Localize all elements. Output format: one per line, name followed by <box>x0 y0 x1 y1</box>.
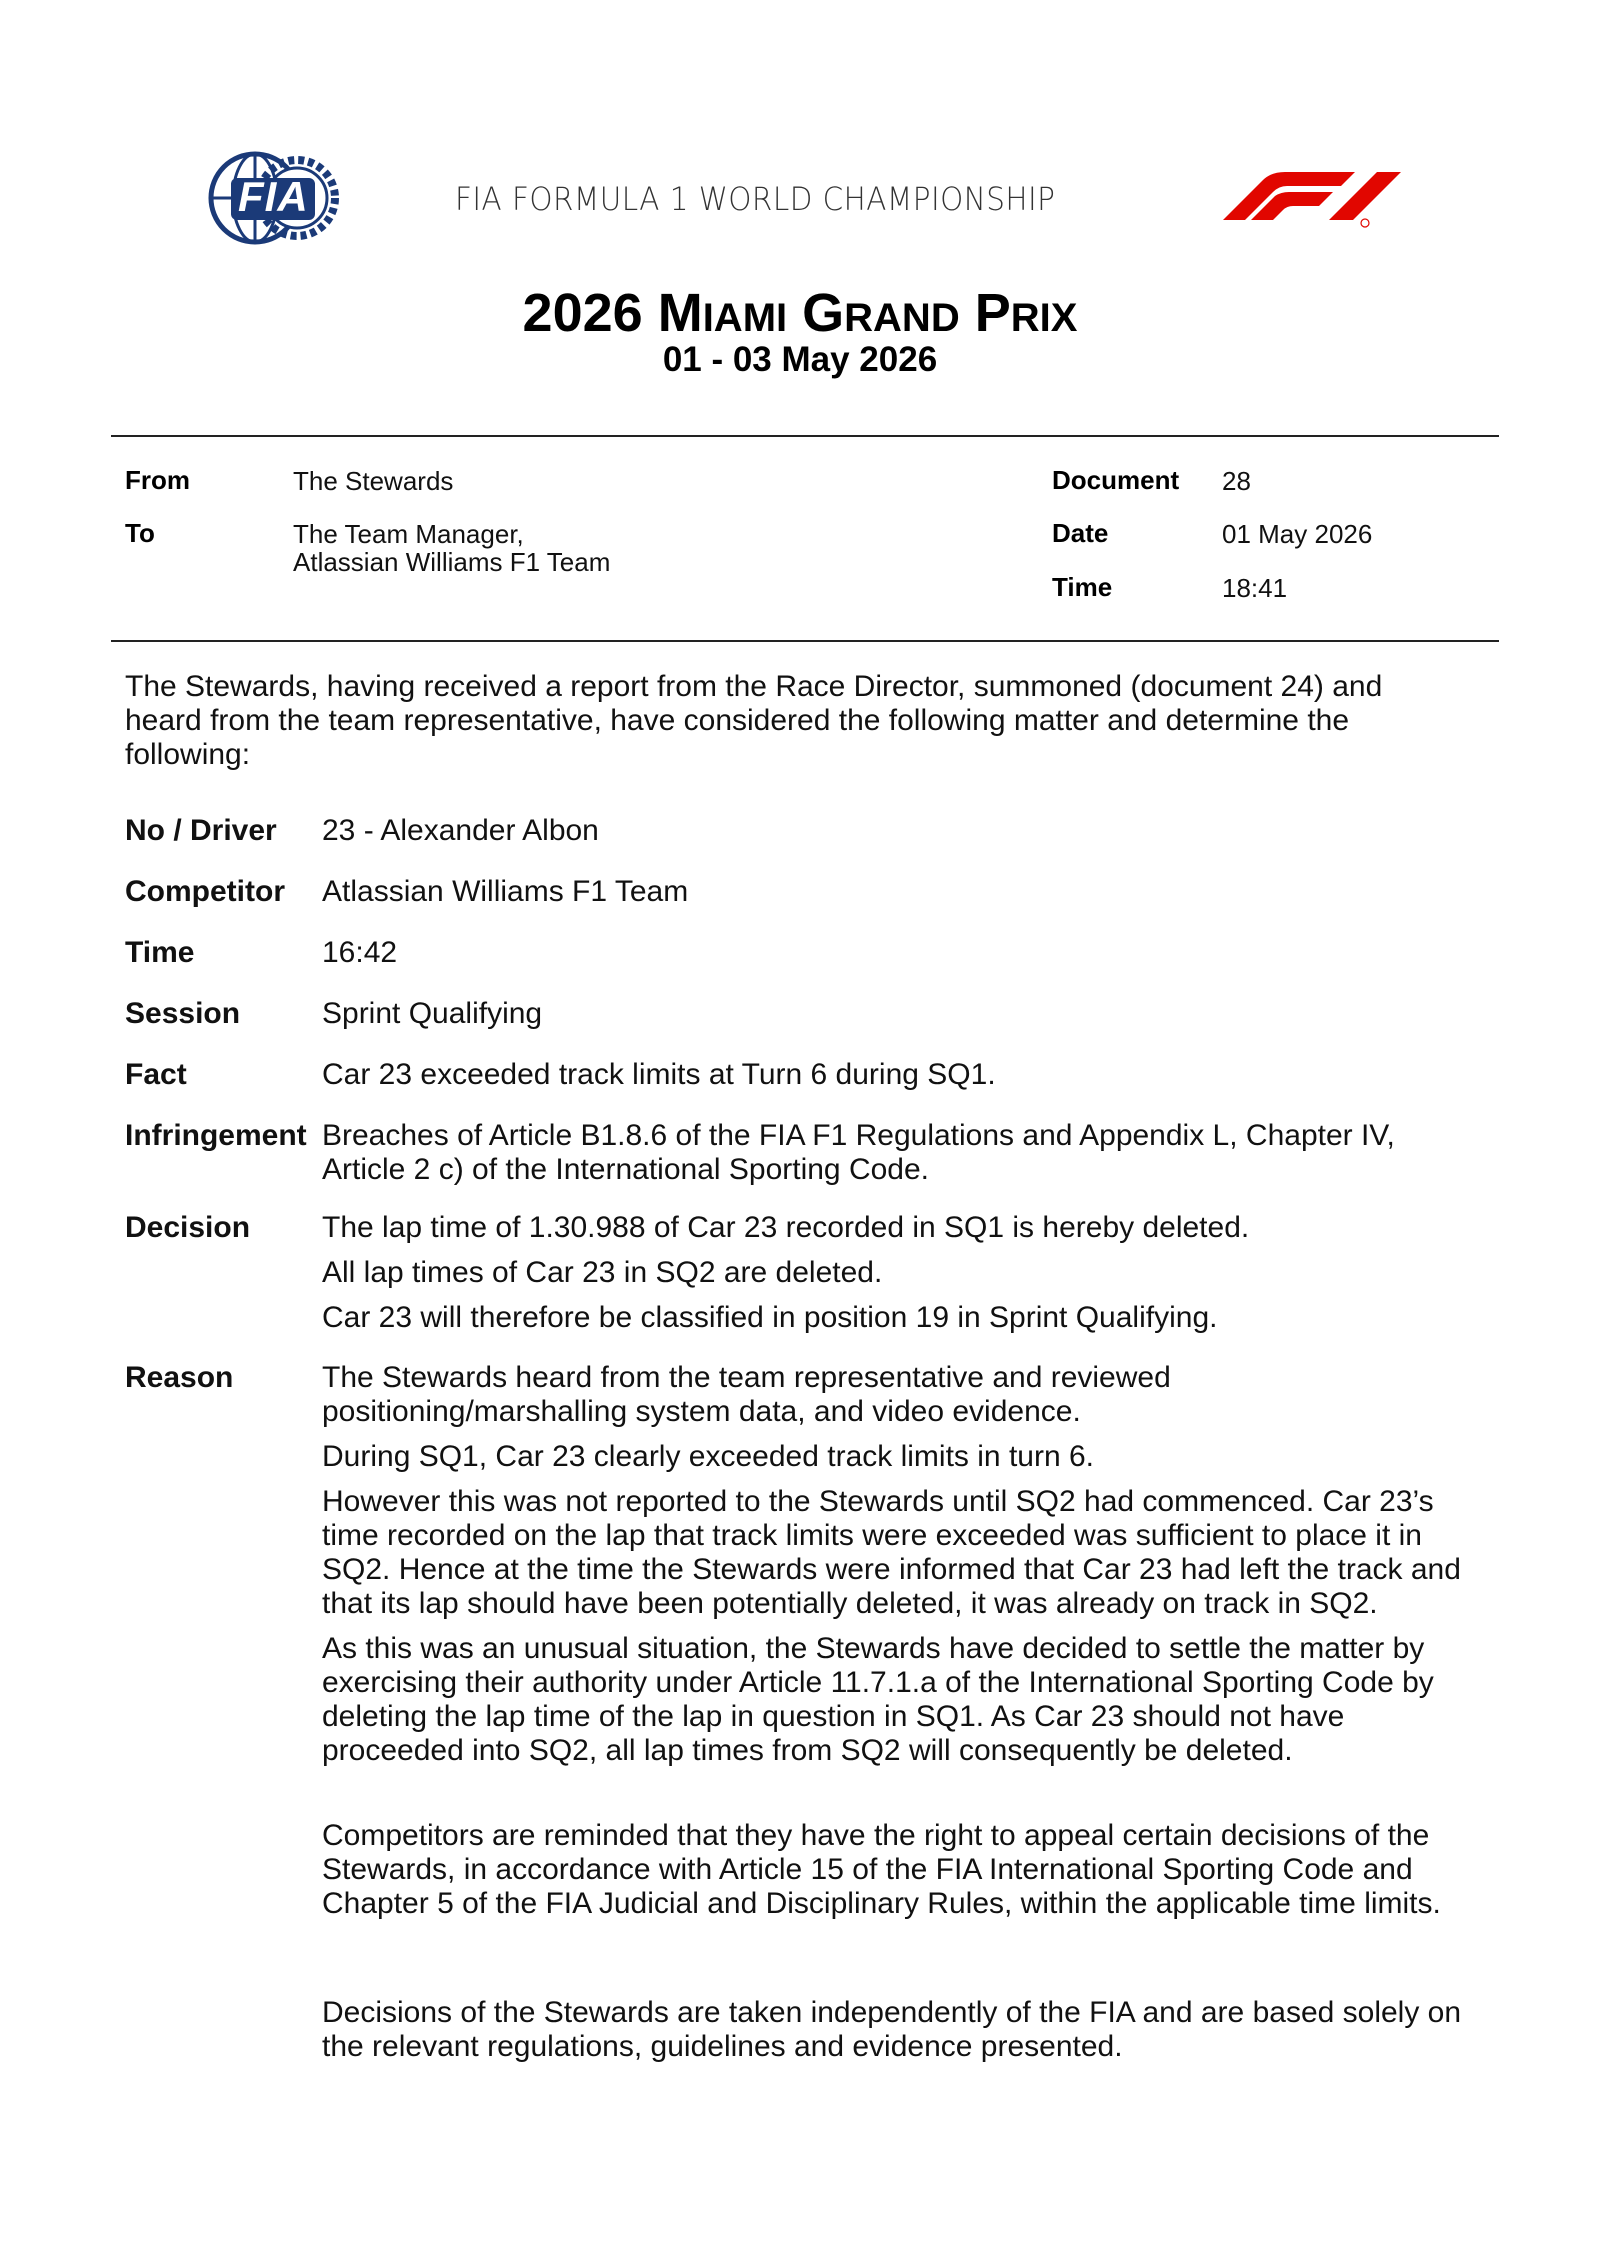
date-label: Date <box>1052 518 1109 548</box>
competitor-label: Competitor <box>125 875 285 908</box>
driver-value: 23 - Alexander Albon <box>322 814 599 847</box>
reason-value <box>322 1361 1472 1779</box>
event-dates: 01 - 03 May 2026 <box>662 340 938 379</box>
reason-paragraph-4: As this was an unusual situation, the Stewards have decided to settle the matter by exercising their authority under Article 11.7.1.a of the International Sporting Code by deleting the lap time of the lap in question in SQ1. As Car 23 should not have proceeded into SQ2, all lap times from SQ2 will consequently be deleted. <box>322 1632 1434 1767</box>
incident-time-value: 16:42 <box>322 936 398 969</box>
to-value <box>293 520 610 576</box>
event-title-rest-3: RIX <box>1010 296 1078 340</box>
decision-paragraph-1: The lap time of 1.30.988 of Car 23 recorded in SQ1 is hereby deleted. <box>322 1211 1250 1244</box>
reason-label: Reason <box>125 1361 234 1394</box>
competitor-value: Atlassian Williams F1 Team <box>322 875 689 908</box>
reason-paragraph-3: However this was not reported to the Stewards until SQ2 had commenced. Car 23’s time recorded on the lap that track limits were exceeded was sufficient to place it in SQ2. Hence at the time the Stewards were informed that Car 23 had left the track and that its lap should have been potentially deleted, it was already on track in SQ2. <box>322 1485 1461 1620</box>
f1-logo <box>1205 168 1405 230</box>
session-label: Session <box>125 997 241 1030</box>
fia-logo-text: FIA <box>238 173 309 220</box>
championship-title: FIA FORMULA 1 WORLD CHAMPIONSHIP <box>455 180 1056 218</box>
infringement-label: Infringement <box>125 1119 307 1152</box>
event-title-initial-1: M <box>657 283 703 343</box>
event-title-initial-2: G <box>802 283 845 343</box>
session-value: Sprint Qualifying <box>322 997 543 1030</box>
to-value-line-2: Atlassian Williams F1 Team <box>293 547 611 577</box>
from-label: From <box>125 465 190 495</box>
decision-value <box>322 1211 1472 1346</box>
from-value: The Stewards <box>293 466 454 496</box>
document-label: Document <box>1052 465 1180 495</box>
reason-paragraph-2: During SQ1, Car 23 clearly exceeded track limits in turn 6. <box>322 1440 1094 1473</box>
reason-paragraph-1: The Stewards heard from the team representative and reviewed positioning/marshalling system data, and video evidence. <box>322 1361 1171 1428</box>
header-divider-bottom <box>111 640 1499 642</box>
fact-value: Car 23 exceeded track limits at Turn 6 during SQ1. <box>322 1058 996 1091</box>
decision-label: Decision <box>125 1211 251 1244</box>
event-title-initial-3: P <box>974 283 1011 343</box>
decision-paragraph-3: Car 23 will therefore be classified in position 19 in Sprint Qualifying. <box>322 1301 1218 1334</box>
decision-paragraph-2: All lap times of Car 23 in SQ2 are deleted. <box>322 1256 883 1289</box>
to-label: To <box>125 518 155 548</box>
event-title-year: 2026 <box>522 283 643 343</box>
event-title-word-2 <box>802 283 960 343</box>
header-divider-top <box>111 435 1499 437</box>
driver-label: No / Driver <box>125 814 277 847</box>
event-title-word-3 <box>975 283 1078 343</box>
infringement-value: Breaches of Article B1.8.6 of the FIA F1 Regulations and Appendix L, Chapter IV, Article 2 c) of the International Sporting Code. <box>322 1119 1395 1186</box>
fia-logo <box>205 148 345 248</box>
date-value: 01 May 2026 <box>1222 519 1373 549</box>
event-title <box>0 282 1600 344</box>
event-title-rest-2: RAND <box>844 296 960 340</box>
to-value-line-1: The Team Manager, <box>293 519 524 549</box>
appeal-notice: Competitors are reminded that they have the right to appeal certain decisions of the Stewards, in accordance with Article 15 of the FIA International Sporting Code and Chapter 5 of the FIA Judicial and Disciplinary Rules, within the applicable time limits. <box>322 1819 1441 1920</box>
independence-notice: Decisions of the Stewards are taken independently of the FIA and are based solely on the relevant regulations, guidelines and evidence presented. <box>322 1996 1462 2063</box>
intro-paragraph: The Stewards, having received a report from the Race Director, summoned (document 24) and heard from the team representative, have considered the following matter and determine the following: <box>125 670 1383 771</box>
fact-label: Fact <box>125 1058 187 1091</box>
event-title-word-1 <box>658 283 787 343</box>
document-value: 28 <box>1222 466 1251 496</box>
time-label: Time <box>1052 572 1113 602</box>
incident-time-label: Time <box>125 936 195 969</box>
event-title-rest-1: IAMI <box>702 296 788 340</box>
time-value: 18:41 <box>1222 573 1288 603</box>
